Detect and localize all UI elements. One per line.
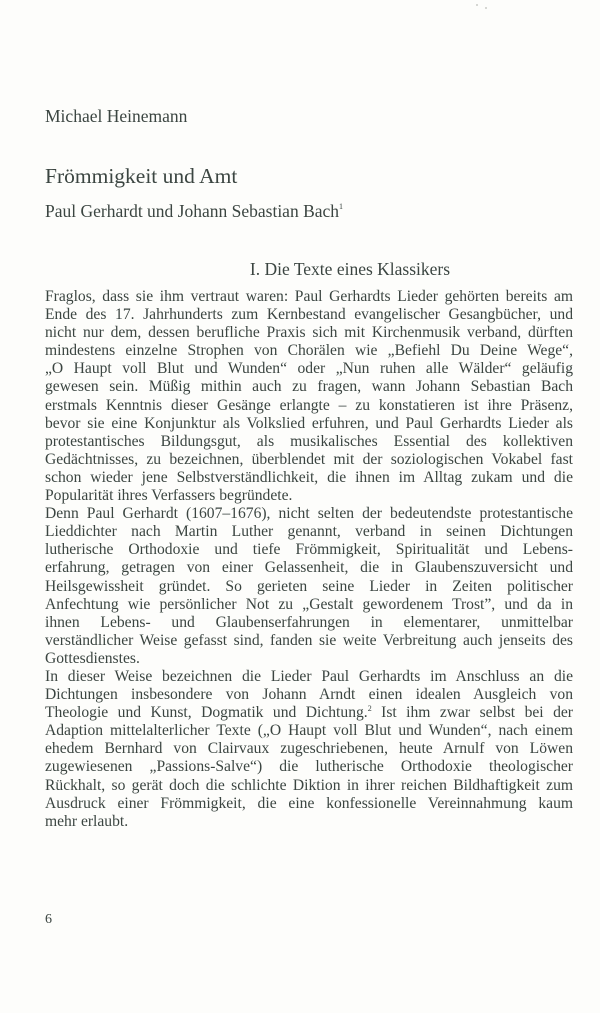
text-line: mehr erlaubt. [45, 812, 129, 830]
text-line: mindestens einzelne Strophen von Chorälen wie „Befiehl Du Deine Wege“, [45, 342, 573, 360]
text-line: gewesen sein. Müßig mithin auch zu fragen, wann Johann Sebastian Bach [45, 378, 573, 396]
text-line: Rückhalt, so gerät doch die schlichte Diktion in ihrer reichen Bildhaftigkeit zum [45, 776, 573, 794]
footnote-marker-1: 1 [339, 202, 344, 211]
chapter-title: Frömmigkeit und Amt [45, 164, 238, 188]
author-name: Michael Heinemann [45, 106, 188, 126]
scan-speck [485, 7, 487, 9]
paragraph-1 [45, 288, 573, 505]
text-line: „O Haupt voll Blut und Wunden“ oder „Nun ruhen alle Wälder“ geläufig [45, 360, 573, 378]
text-line: erstmals Kenntnis dieser Gesänge erlangte – zu konstatieren ist ihre Präsenz, [45, 396, 573, 414]
text-line: Lieddichter nach Martin Luther genannt, verband in seinen Dichtungen [45, 523, 573, 541]
text-line: nicht nur dem, dessen berufliche Praxis sich mit Kirchenmusik verband, dürften [45, 324, 573, 342]
text-line: Dichtungen insbesondere von Johann Arndt einen idealen Ausgleich von [45, 686, 573, 704]
section-heading: I. Die Texte eines Klassikers [249, 259, 451, 279]
paragraph-2 [45, 505, 573, 668]
paragraph-3 [45, 668, 573, 831]
text-line: Denn Paul Gerhardt (1607–1676), nicht selten der bedeutendste protestantische [45, 505, 573, 523]
text-line: Ende des 17. Jahrhunderts zum Kernbestand evangelischer Gesangbücher, und [45, 306, 573, 324]
text-line: Ausdruck einer Frömmigkeit, die eine konfessionelle Vereinnahmung kaum [45, 794, 573, 812]
text-line: protestantisches Bildungsgut, als musikalisches Essential des kollektiven [45, 432, 573, 450]
text-line-with-footnote [45, 704, 573, 722]
chapter-subtitle [45, 200, 343, 226]
text-line: ihnen Lebens- und Glaubenserfahrungen in elementarer, unmittelbar [45, 613, 573, 631]
text-line: In dieser Weise bezeichnen die Lieder Paul Gerhardts im Anschluss an die [45, 667, 573, 685]
text-line: ehedem Bernhard von Clairvaux zugeschriebenen, heute Arnulf von Löwen [45, 740, 573, 758]
text-line: Gedächtnisses, zu bezeichnen, überblendet mit der soziologischen Vokabel fast [45, 450, 573, 468]
text-line: zugewiesenen „Passions-Salve“) die lutherische Orthodoxie theologischer [45, 758, 573, 776]
scan-speck [476, 4, 478, 6]
text-line: lutherische Orthodoxie und tiefe Frömmigkeit, Spiritualität und Lebens- [45, 541, 573, 559]
text-line: Fraglos, dass sie ihm vertraut waren: Paul Gerhardts Lieder gehörten bereits am [45, 288, 573, 305]
subtitle-text: Paul Gerhardt und Johann Sebastian Bach [45, 201, 340, 221]
text-line: erfahrung, getragen von einer Gelassenheit, die in Glaubenszuversicht und [45, 559, 573, 577]
line-text: Theologie und Kunst, Dogmatik und Dichtung. [45, 704, 368, 722]
text-line: schon wieder jene Selbstverständlichkeit, die ihnen im Alltag zukam und die [45, 468, 573, 486]
line-continuation: Ist ihm zwar selbst bei der [371, 704, 573, 722]
page-number: 6 [45, 912, 52, 927]
body-text [45, 288, 573, 831]
text-line: Adaption mittelalterlicher Texte („O Haupt voll Blut und Wunden“, nach einem [45, 722, 573, 740]
footnote-marker-2: 2 [367, 704, 372, 714]
text-line: Anfechtung wie persönlicher Not zu „Gestalt gewordenem Trost”, und da in [45, 595, 573, 613]
text-line: Heilsgewissheit gründet. So gerieten seine Lieder in Zeiten politischer [45, 577, 573, 595]
text-line: verständlicher Weise gefasst sind, fanden sie weite Verbreitung auch jenseits des [45, 631, 573, 649]
text-line: Popularität ihres Verfassers begründete. [45, 487, 293, 505]
text-line: Gottesdienstes. [45, 649, 140, 667]
text-line: bevor sie eine Konjunktur als Volkslied erfuhren, und Paul Gerhardts Lieder als [45, 414, 573, 432]
